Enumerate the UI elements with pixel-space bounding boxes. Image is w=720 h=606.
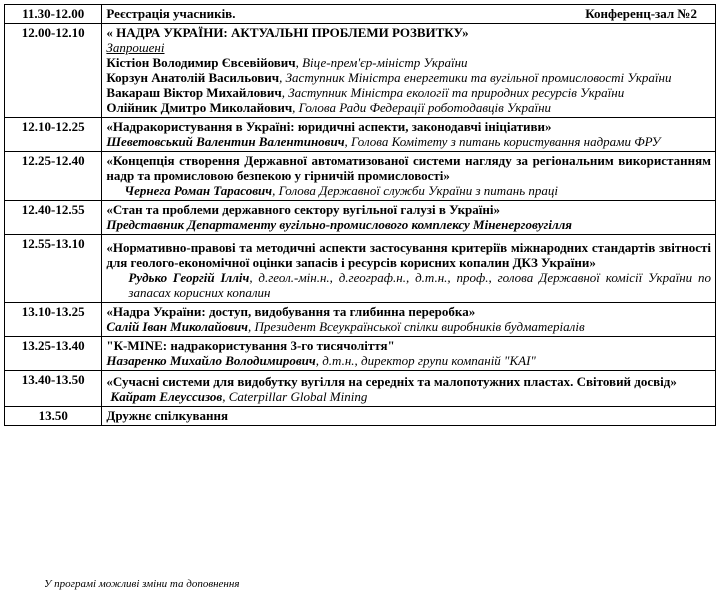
invited-label: Запрошені [106, 40, 165, 55]
speaker-role: , Caterpillar Global Mining [222, 389, 368, 404]
session-title: «Надракористування в Україні: юридичні аспекти, законодавчі ініціативи» [106, 119, 552, 134]
time-cell: 13.40-13.50 [5, 371, 102, 407]
table-row [5, 303, 716, 337]
speaker-name: Шеветовський Валентин Валентинович [106, 134, 345, 149]
session-cell [102, 201, 716, 235]
speaker-line [106, 270, 711, 300]
session-title: «Концепція створення Державної автоматизованої системи нагляду за регіональним використанням надр та промисловою безпекою у гірничій промисловості» [106, 153, 711, 183]
table-row [5, 152, 716, 201]
session-title: Дружнє спілкування [106, 408, 229, 423]
speaker-line [106, 319, 711, 334]
speaker-role: , д.т.н., директор групи компаній "КАІ" [315, 353, 536, 368]
session-title: «Нормативно-правові та методичні аспекти застосування критеріїв міжнародних стандартів звітності для геолого-економічної оцінки запасів і ресурсів корисних копалин ДКЗ України» [106, 240, 711, 270]
speaker-role: , д.геол.-мін.н., д.географ.н., д.т.н., проф., голова Державної комісії України по запасах корисних копалин [128, 270, 712, 300]
session-cell [102, 235, 716, 303]
speaker-name: Представник Департаменту вугільно-промислового комплексу Міненерговугілля [106, 217, 573, 232]
speaker-line [106, 353, 711, 368]
table-row [5, 337, 716, 371]
speaker-line [106, 134, 711, 149]
speaker-name: Салій Іван Миколайович [106, 319, 248, 334]
table-row [5, 24, 716, 118]
speaker-name: Рудько Георгій Ілліч [128, 270, 250, 285]
time-cell: 12.00-12.10 [5, 24, 102, 118]
session-cell [102, 337, 716, 371]
session-title: "К-MINE: надракористування 3-го тисячоліття" [106, 338, 395, 353]
speaker-role: , Голова Державної служби України з питань праці [272, 183, 559, 198]
speaker-line [106, 70, 711, 85]
session-cell [102, 24, 716, 118]
table-row [5, 407, 716, 426]
table-row [5, 118, 716, 152]
registration-label: Реєстрація учасників. [106, 6, 236, 21]
speaker-name: Чернега Роман Тарасович [124, 183, 273, 198]
speaker-role: , Голова Ради Федерації роботодавців України [292, 100, 552, 115]
time-cell: 13.10-13.25 [5, 303, 102, 337]
speaker-line [106, 217, 711, 232]
session-cell [102, 152, 716, 201]
speaker-role: , Віце-прем'єр-міністр України [295, 55, 468, 70]
speaker-name: Кайрат Елеуссизов [110, 389, 223, 404]
session-cell [102, 5, 716, 24]
speaker-role: , Голова Комітету з питань користування надрами ФРУ [344, 134, 661, 149]
time-cell: 13.50 [5, 407, 102, 426]
speaker-name: Кістіон Володимир Євсевійович [106, 55, 296, 70]
time-cell: 12.10-12.25 [5, 118, 102, 152]
session-cell [102, 303, 716, 337]
speaker-role: , Президент Всеукраїнської спілки виробників будматеріалів [248, 319, 585, 334]
time-cell: 11.30-12.00 [5, 5, 102, 24]
time-cell: 13.25-13.40 [5, 337, 102, 371]
time-cell: 12.40-12.55 [5, 201, 102, 235]
speaker-line [106, 100, 711, 115]
session-cell [102, 118, 716, 152]
program-table [4, 4, 716, 426]
speaker-name: Олійник Дмитро Миколайович [106, 100, 293, 115]
table-row [5, 201, 716, 235]
speaker-role: , Заступник Міністра екології та природних ресурсів України [281, 85, 625, 100]
venue-label: Конференц-зал №2 [585, 6, 697, 21]
table-row [5, 5, 716, 24]
registration-header [106, 6, 711, 21]
session-title: « НАДРА УКРАЇНИ: АКТУАЛЬНІ ПРОБЛЕМИ РОЗВИТКУ» [106, 25, 469, 40]
time-cell: 12.25-12.40 [5, 152, 102, 201]
speaker-name: Корзун Анатолій Васильович [106, 70, 280, 85]
session-title: «Сучасні системи для видобутку вугілля на середніх та малопотужних пластах. Світовий досвід» [106, 374, 677, 389]
session-cell [102, 407, 716, 426]
speaker-line [106, 389, 711, 404]
speaker-name: Вакараш Віктор Михайлович [106, 85, 282, 100]
speaker-line [106, 85, 711, 100]
table-row [5, 235, 716, 303]
speaker-name: Назаренко Михайло Володимирович [106, 353, 316, 368]
speaker-line [106, 183, 711, 198]
time-cell: 12.55-13.10 [5, 235, 102, 303]
session-title: «Надра України: доступ, видобування та глибинна переробка» [106, 304, 476, 319]
speaker-line [106, 55, 711, 70]
session-title: «Стан та проблеми державного сектору вугільної галузі в Україні» [106, 202, 500, 217]
table-row [5, 371, 716, 407]
speaker-role: , Заступник Міністра енергетики та вугільної промисловості України [279, 70, 672, 85]
session-cell [102, 371, 716, 407]
footnote: У програмі можливі зміни та доповнення [44, 578, 240, 590]
